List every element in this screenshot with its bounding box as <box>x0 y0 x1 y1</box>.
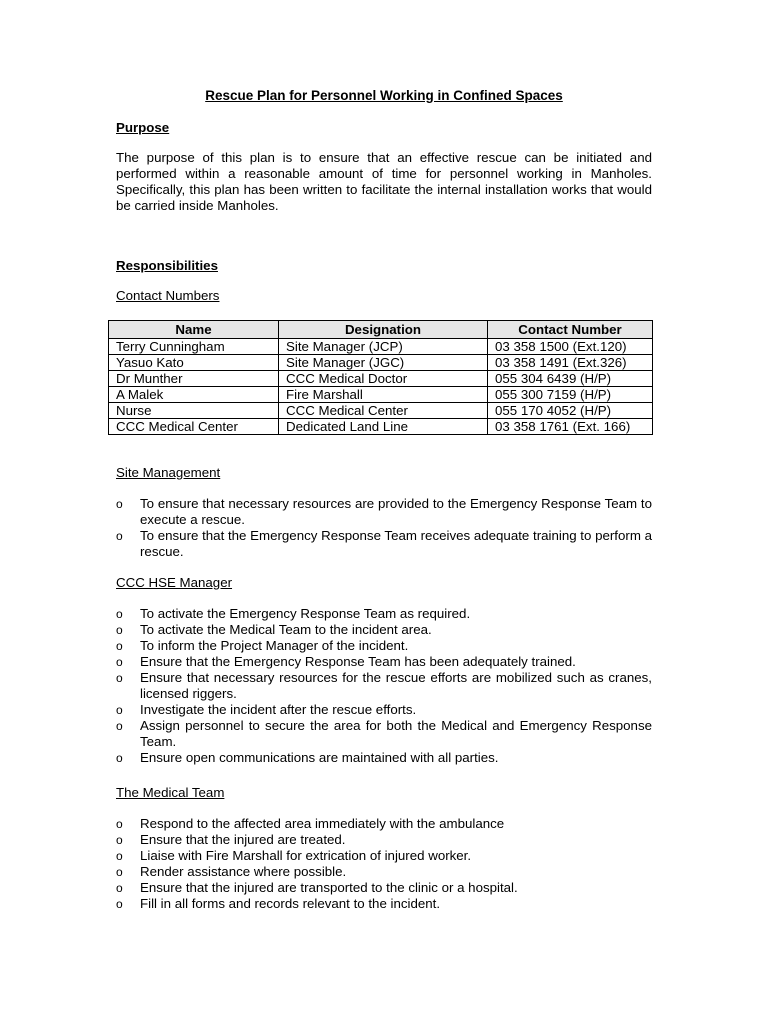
column-header-name: Name <box>109 321 279 339</box>
list-item <box>116 816 652 832</box>
contact-numbers-table <box>108 320 653 435</box>
list-item-text: To inform the Project Manager of the incident. <box>140 638 409 653</box>
table-cell: Fire Marshall <box>279 387 488 403</box>
bullet-marker: o <box>116 833 123 847</box>
list-item-text: Ensure open communications are maintained with all parties. <box>140 750 499 765</box>
list-item-text: To ensure that the Emergency Response Team receives adequate training to perform a rescue. <box>140 528 652 559</box>
medical-team-heading: The Medical Team <box>116 785 225 800</box>
table-row <box>109 419 653 435</box>
document-title: Rescue Plan for Personnel Working in Confined Spaces <box>205 88 563 103</box>
list-item <box>116 496 652 528</box>
purpose-paragraph: The purpose of this plan is to ensure that an effective rescue can be initiated and performed within a reasonable amount of time for personnel working in Manholes. Specifically, this plan has been written to facilitate the internal installation works that would be carried inside Manholes. <box>116 150 652 213</box>
table-cell: 03 358 1761 (Ext. 166) <box>488 419 653 435</box>
list-item <box>116 528 652 560</box>
table-row <box>109 371 653 387</box>
bullet-marker: o <box>116 703 123 717</box>
site-management-list <box>116 496 652 560</box>
table-row <box>109 403 653 419</box>
list-item-text: Assign personnel to secure the area for both the Medical and Emergency Response Team. <box>140 718 652 749</box>
table-cell: Site Manager (JGC) <box>279 355 488 371</box>
bullet-marker: o <box>116 671 123 685</box>
table-cell: A Malek <box>109 387 279 403</box>
table-header-row <box>109 321 653 339</box>
table-cell: 055 300 7159 (H/P) <box>488 387 653 403</box>
list-item-text: Liaise with Fire Marshall for extrication of injured worker. <box>140 848 472 863</box>
list-item <box>116 864 652 880</box>
table-cell: Dedicated Land Line <box>279 419 488 435</box>
list-item <box>116 832 652 848</box>
bullet-marker: o <box>116 881 123 895</box>
list-item-text: Render assistance where possible. <box>140 864 347 879</box>
list-item <box>116 702 652 718</box>
medical-team-list <box>116 816 652 912</box>
list-item <box>116 718 652 750</box>
table-row <box>109 355 653 371</box>
table-cell: 055 170 4052 (H/P) <box>488 403 653 419</box>
bullet-marker: o <box>116 623 123 637</box>
list-item-text: Respond to the affected area immediately with the ambulance <box>140 816 505 831</box>
bullet-marker: o <box>116 849 123 863</box>
bullet-marker: o <box>116 865 123 879</box>
list-item-text: To activate the Emergency Response Team as required. <box>140 606 471 621</box>
bullet-marker: o <box>116 897 123 911</box>
purpose-heading: Purpose <box>116 120 170 135</box>
hse-manager-heading: CCC HSE Manager <box>116 575 233 590</box>
table-cell: 03 358 1491 (Ext.326) <box>488 355 653 371</box>
bullet-marker: o <box>116 655 123 669</box>
list-item <box>116 750 652 766</box>
bullet-marker: o <box>116 639 123 653</box>
list-item <box>116 654 652 670</box>
bullet-marker: o <box>116 817 123 831</box>
list-item-text: Investigate the incident after the rescue efforts. <box>140 702 417 717</box>
list-item-text: Ensure that the injured are treated. <box>140 832 346 847</box>
list-item-text: To activate the Medical Team to the incident area. <box>140 622 432 637</box>
table-cell: Terry Cunningham <box>109 339 279 355</box>
table-cell: 03 358 1500 (Ext.120) <box>488 339 653 355</box>
table-row <box>109 387 653 403</box>
list-item-text: Ensure that the Emergency Response Team has been adequately trained. <box>140 654 576 669</box>
table-cell: Nurse <box>109 403 279 419</box>
list-item <box>116 622 652 638</box>
responsibilities-heading: Responsibilities <box>116 258 218 273</box>
list-item-text: To ensure that necessary resources are provided to the Emergency Response Team to execute a rescue. <box>140 496 652 527</box>
bullet-marker: o <box>116 529 123 543</box>
site-management-heading: Site Management <box>116 465 221 480</box>
list-item <box>116 848 652 864</box>
column-header-designation: Designation <box>279 321 488 339</box>
table-cell: CCC Medical Center <box>279 403 488 419</box>
table-row <box>109 339 653 355</box>
bullet-marker: o <box>116 751 123 765</box>
table-cell: CCC Medical Doctor <box>279 371 488 387</box>
list-item <box>116 670 652 702</box>
table-cell: Site Manager (JCP) <box>279 339 488 355</box>
table-cell: Dr Munther <box>109 371 279 387</box>
list-item-text: Ensure that the injured are transported to the clinic or a hospital. <box>140 880 518 895</box>
table-cell: CCC Medical Center <box>109 419 279 435</box>
bullet-marker: o <box>116 607 123 621</box>
list-item <box>116 638 652 654</box>
list-item-text: Fill in all forms and records relevant to the incident. <box>140 896 441 911</box>
hse-manager-list <box>116 606 652 766</box>
table-cell: 055 304 6439 (H/P) <box>488 371 653 387</box>
bullet-marker: o <box>116 719 123 733</box>
list-item <box>116 880 652 896</box>
list-item <box>116 606 652 622</box>
table-cell: Yasuo Kato <box>109 355 279 371</box>
list-item-text: Ensure that necessary resources for the rescue efforts are mobilized such as cranes, licensed riggers. <box>140 670 652 701</box>
contact-numbers-heading: Contact Numbers <box>116 288 220 303</box>
column-header-contact-number: Contact Number <box>488 321 653 339</box>
bullet-marker: o <box>116 497 123 511</box>
list-item <box>116 896 652 912</box>
